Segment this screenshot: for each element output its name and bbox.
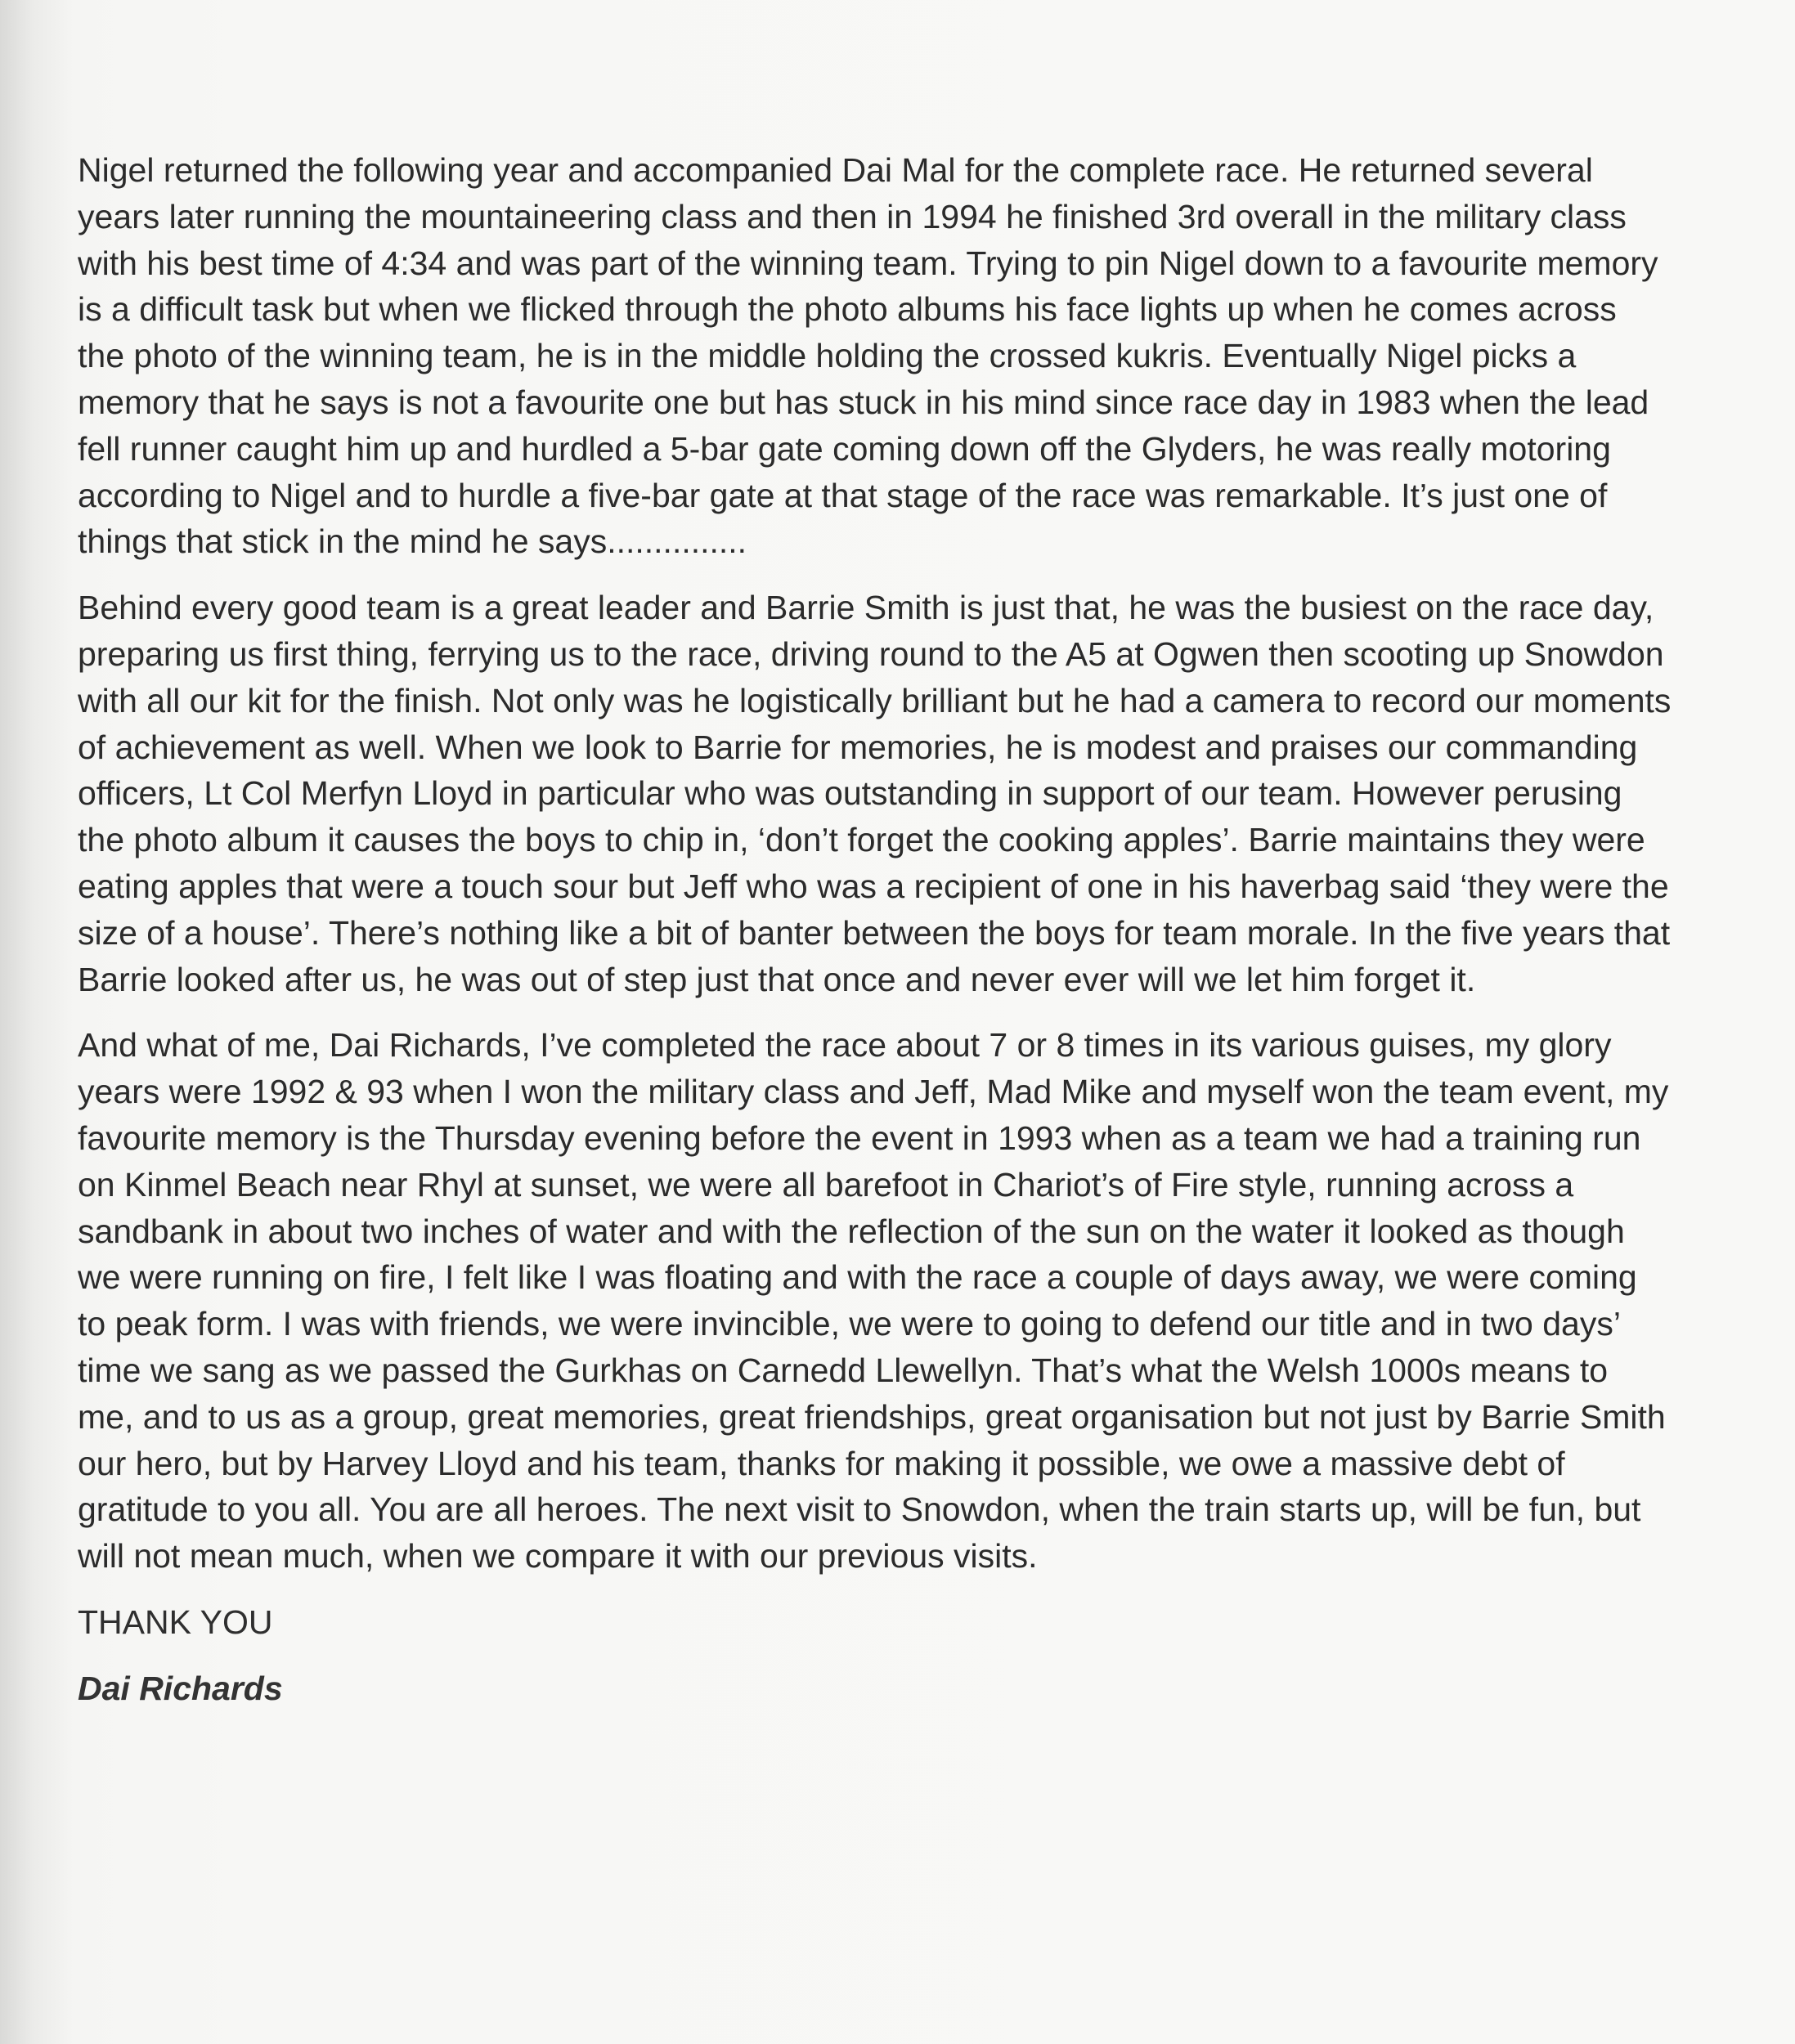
closing-thank-you: THANK YOU bbox=[78, 1602, 273, 1641]
author-signature: Dai Richards bbox=[78, 1669, 283, 1707]
article-body bbox=[78, 147, 1672, 1712]
paragraph-nigel-memory: Nigel returned the following year and accompanied Dai Mal for the complete race. He returned several years later running the mountaineering class and then in 1994 he finished 3rd overall in the military class with his best time of 4:34 and was part of the winning team. Trying to pin Nigel down to a favourite memory is a difficult task but when we flicked through the photo albums his face lights up when he comes across the photo of the winning team, he is in the middle holding the crossed kukris. Eventually Nigel picks a memory that he says is not a favourite one but has stuck in his mind since race day in 1983 when the lead fell runner caught him up and hurdled a 5-bar gate coming down off the Glyders, he was really motoring according to Nigel and to hurdle a five-bar gate at that stage of the race was remarkable. It’s just one of things that stick in the mind he says............... bbox=[78, 151, 1658, 561]
paragraph-dai-richards: And what of me, Dai Richards, I’ve completed the race about 7 or 8 times in its various guises, my glory years were 1992 & 93 when I won the military class and Jeff, Mad Mike and myself won the team event, my favourite memory is the Thursday evening before the event in 1993 when as a team we had a training run on Kinmel Beach near Rhyl at sunset, we were all barefoot in Chariot’s of Fire style, running across a sandbank in about two inches of water and with the reflection of the sun on the water it looked as though we were running on fire, I felt like I was floating and with the race a couple of days away, we were coming to peak form. I was with friends, we were invincible, we were to going to defend our title and in two days’ time we sang as we passed the Gurkhas on Carnedd Llewellyn. That’s what the Welsh 1000s means to me, and to us as a group, great memories, great friendships, great organisation but not just by Barrie Smith our hero, but by Harvey Lloyd and his team, thanks for making it possible, we owe a massive debt of gratitude to you all. You are all heroes. The next visit to Snowdon, when the train starts up, will be fun, but will not mean much, when we compare it with our previous visits. bbox=[78, 1026, 1669, 1576]
paragraph-barrie-smith: Behind every good team is a great leader and Barrie Smith is just that, he was the busiest on the race day, preparing us first thing, ferrying us to the race, driving round to the A5 at Ogwen then scooting up Snowdon with all our kit for the finish. Not only was he logistically brilliant but he had a camera to record our moments of achievement as well. When we look to Barrie for memories, he is modest and praises our commanding officers, Lt Col Merfyn Lloyd in particular who was outstanding in support of our team. However perusing the photo album it causes the boys to chip in, ‘don’t forget the cooking apples’. Barrie maintains they were eating apples that were a touch sour but Jeff who was a recipient of one in his haverbag said ‘they were the size of a house’. There’s nothing like a bit of banter between the boys for team morale. In the five years that Barrie looked after us, he was out of step just that once and never ever will we let him forget it. bbox=[78, 589, 1672, 998]
